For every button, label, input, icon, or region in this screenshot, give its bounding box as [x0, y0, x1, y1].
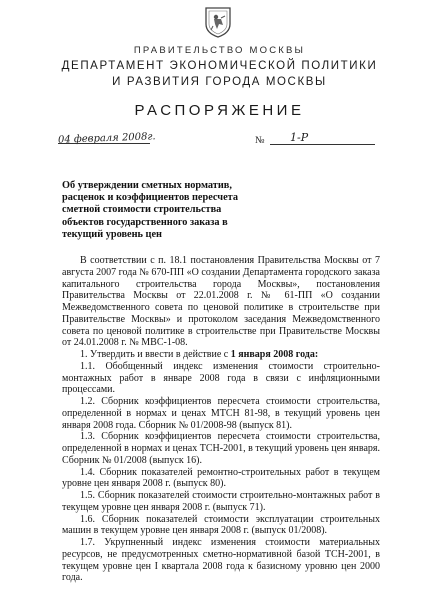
clause-1-1: 1.1. Обобщенный индекс изменения стоимости строительно-монтажных работ в январе 2008 года в связи с инфляционными процессами.: [62, 360, 380, 396]
clause-1-2: 1.2. Сборник коэффициентов пересчета стоимости строительства, определенной в нормах и ценах МТСН 81-98, в текущий уровень цен января 2008 года. Сборник № 01/2008-98 (выпуск 81).: [62, 396, 380, 431]
document-subject: [62, 180, 262, 241]
moscow-coat-of-arms-icon: [204, 6, 232, 38]
government-title: ПРАВИТЕЛЬСТВО МОСКВЫ: [133, 45, 306, 56]
clause-1: [62, 349, 380, 361]
department-title-line2: И РАЗВИТИЯ ГОРОДА МОСКВЫ: [112, 76, 327, 88]
number-sign: №: [255, 135, 265, 146]
handwritten-date: 04 февраля 2008г.: [57, 131, 156, 146]
document-body: [62, 255, 380, 584]
date-underline: [58, 143, 150, 144]
subject-line: объектов государственного заказа в: [62, 216, 228, 228]
handwritten-number: 1-Р: [290, 131, 309, 144]
subject-line: текущий уровень цен: [62, 228, 162, 240]
subject-line: Об утверждении сметных норматив,: [62, 180, 232, 191]
subject-line: расценок и коэффициентов пересчета: [62, 192, 239, 204]
department-title-line1: ДЕПАРТАМЕНТ ЭКОНОМИЧЕСКОЙ ПОЛИТИКИ: [61, 60, 378, 72]
clause-1-3: 1.3. Сборник коэффициентов пересчета стоимости строительства, определенной в нормах и ценах ТСН-2001, в текущий уровень цен января. Сборник № 01/2008 (выпуск 16).: [62, 431, 380, 466]
clause-1-4: 1.4. Сборник показателей ремонтно-строительных работ в текущем уровне цен января 2008 г. (выпуск 80).: [62, 466, 380, 490]
clause-1-7: 1.7. Укрупненный индекс изменения стоимости материальных ресурсов, не предусмотренных сметно-нормативной базой ТСН-2001, в текущем уровне цен I квартала 2008 года к базисному уровню цен 2000 года.: [62, 537, 380, 584]
subject-line: сметной стоимости строительства: [62, 204, 222, 216]
clause-1-text: 1. Утвердить и ввести в действие с: [80, 349, 231, 360]
clause-1-5: 1.5. Сборник показателей стоимости строительно-монтажных работ в текущем уровне цен января 2008 г. (выпуск 71).: [62, 490, 380, 513]
document-type-title: РАСПОРЯЖЕНИЕ: [134, 102, 305, 119]
clause-1-effective-date: 1 января 2008 года:: [230, 349, 319, 360]
number-underline: [270, 144, 375, 145]
preamble-paragraph: В соответствии с п. 18.1 постановления Правительства Москвы от 7 августа 2007 года № 670-ПП «О создании Департамента городского заказа капитального строительства города Москвы», постановления Правительства Москвы от 22.01.2008 г. № 61-ПП «О создании Межведомственного совета по ценовой политике в строительстве при Правительстве Москвы» и протоколом заседания Межведомственного совета по ценовой политике в строительстве при Правительстве Москвы от 24.01.2008 г. № МВС-1-08.: [62, 255, 380, 349]
clause-1-6: 1.6. Сборник показателей стоимости эксплуатации строительных машин в текущем уровне цен января 2008 г. (выпуск 01/2008).: [62, 513, 380, 537]
